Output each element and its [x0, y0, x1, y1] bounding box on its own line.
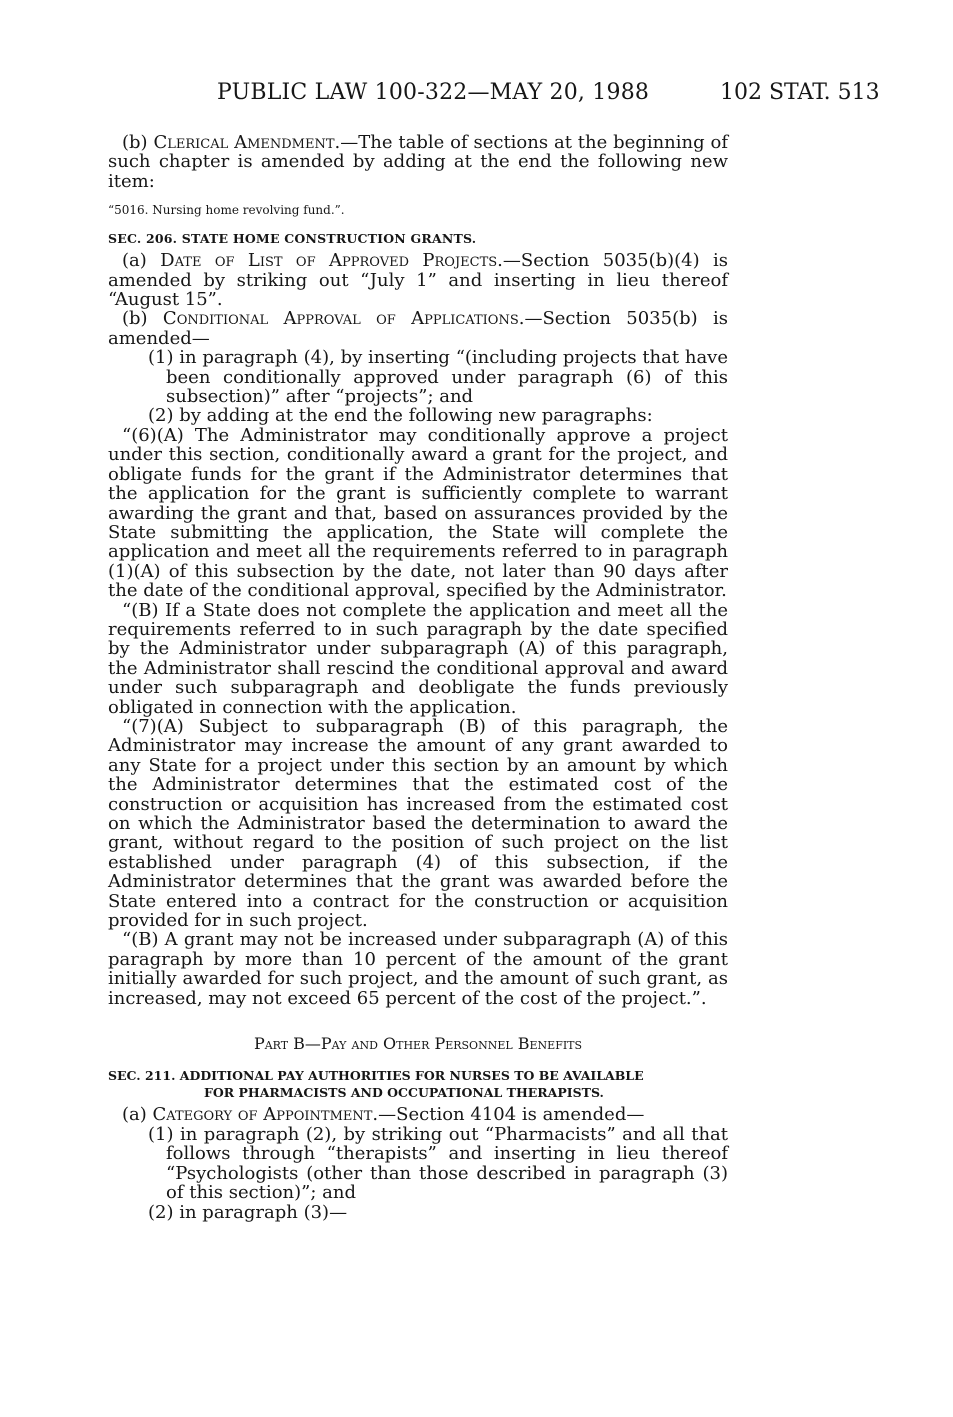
section-211-heading: SEC. 211. ADDITIONAL PAY AUTHORITIES FOR NURSES TO BE AVAILABLE FOR PHARMACISTS AND OCCUPATIONAL THERAPISTS.	[108, 1068, 644, 1101]
subsection-b-heading: Conditional Approval of Applications.	[162, 308, 525, 330]
new-paragraph-7a: “(7)(A) Subject to subparagraph (B) of this paragraph, the Administrator may increase the amount of any grant awarded to any State for a project under this section by an amount by which the Administrator determines that the estimated cost of the construction or acquisition has increased from the estimated cost on which the Administrator based the determination to award the grant, without regard to the position of such project on the list established under paragraph (4) of this subsection, if the Administrator determines that the grant was awarded before the State entered into a contract for the construction or acquisition provided for in such project.	[108, 715, 728, 932]
running-header-title: PUBLIC LAW 100-322—MAY 20, 1988	[217, 80, 650, 105]
document-body	[108, 133, 728, 1222]
table-of-sections-item: “5016. Nursing home revolving fund.”.	[108, 203, 345, 218]
subsection-a-paragraph-2: (2) in paragraph (3)—	[148, 1201, 348, 1223]
subsection-a-heading: Date of List of Approved Projects.	[160, 250, 503, 272]
new-paragraph-6a: “(6)(A) The Administrator may conditionally approve a project under this section, conditionally award a grant for the project, and obligate funds for the grant if the Administrator determines that the application for the grant is sufficiently complete to warrant awarding the grant and that, based on assurances provided by the State submitting the application, the State will complete the application and meet all the requirements referred to in paragraph (1)(A) of this subsection by the date, not later than 90 days after the date of the conditional approval, specified by the Administrator.	[108, 424, 728, 602]
subsection-b-paragraph-1: (1) in paragraph (4), by inserting “(including projects that have been conditionally approved under paragraph (6) of this subsection)” after “projects”; and	[148, 347, 728, 408]
clerical-amendment-heading: Clerical Amendment.	[153, 132, 341, 153]
clerical-amendment-paragraph: (b) Clerical Amendment.—The table of sections at the beginning of such chapter is amended by adding at the end the following new item:	[108, 132, 728, 192]
statute-page-number: 102 STAT. 513	[720, 80, 880, 105]
section-206-heading: SEC. 206. STATE HOME CONSTRUCTION GRANTS.	[108, 231, 477, 247]
new-paragraph-7b: “(B) A grant may not be increased under subparagraph (A) of this paragraph by more than 10 percent of the amount of the grant initially awarded for such project, and the amount of such grant, as increased, may not exceed 65 percent of the cost of the project.”.	[108, 929, 728, 1009]
section-206-subsection-b: (b) Conditional Approval of Applications.—Section 5035(b) is amended—	[108, 308, 728, 349]
new-paragraph-6b: “(B) If a State does not complete the application and meet all the requirements referred to in such paragraph by the date specified by the Administrator under subparagraph (A) of this paragraph, the Administrator shall rescind the conditional approval and award under such subparagraph and deobligate the funds previously obligated in connection with the application.	[108, 599, 728, 718]
part-b-heading: Part B—Pay and Other Personnel Benefits	[253, 1034, 583, 1054]
section-211-subsection-a: (a) Category of Appointment.—Section 4104 is amended—	[122, 1104, 645, 1126]
subsection-a-paragraph-1: (1) in paragraph (2), by striking out “Pharmacists” and all that follows through “therapists” and inserting in lieu thereof “Psychologists (other than those described in paragraph (3) of this section)”; and	[148, 1123, 728, 1204]
section-206-subsection-a: (a) Date of List of Approved Projects.—Section 5035(b)(4) is amended by striking out “July 1” and inserting in lieu thereof “August 15”.	[108, 250, 729, 311]
category-of-appointment-heading: Category of Appointment.	[152, 1104, 379, 1126]
subsection-b-paragraph-2: (2) by adding at the end the following new paragraphs:	[148, 405, 653, 427]
